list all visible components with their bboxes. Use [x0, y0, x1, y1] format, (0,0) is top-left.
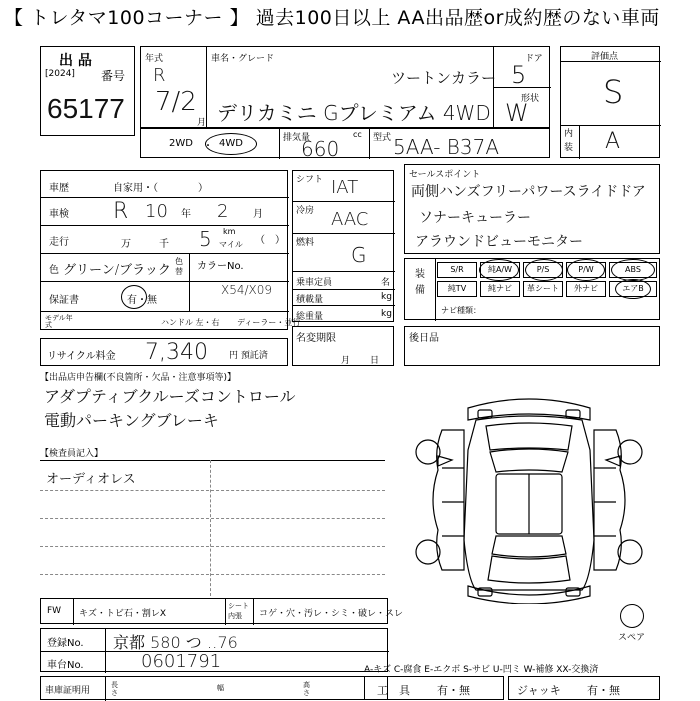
- color-value: グリーン/ブラック: [63, 263, 171, 278]
- afterfit-box: [404, 326, 660, 366]
- equip-ps: P/S: [523, 262, 563, 278]
- score-value: S: [603, 73, 624, 111]
- year-month-suffix: 月: [197, 118, 207, 128]
- equip-pa: 純A/W: [480, 262, 520, 278]
- recycle-label: リサイクル料金: [47, 351, 116, 362]
- fw-text: キズ・トビ石・割レX: [79, 609, 166, 619]
- displacement-value: 660: [301, 137, 340, 161]
- inspection-year: 10: [145, 201, 168, 222]
- displacement-label: 排気量: [283, 133, 311, 143]
- chassis-value: 0601791: [141, 651, 222, 672]
- drive-row: 2WD ・ 4WD 排気量 660 cc 型式 5AA- B37A: [140, 128, 550, 158]
- lot-number: 65177: [47, 93, 125, 124]
- airbag-circle: [615, 279, 651, 299]
- equipment-label: 装備: [415, 269, 425, 296]
- equip-airbag: エアB: [609, 281, 657, 297]
- banner-title: 【 トレタマ100コーナー 】 過去100日以上 AA出品歴or成約歴のない車両: [4, 7, 660, 29]
- recycle-value: 7,340: [145, 340, 208, 365]
- vehicle-info-box: 車歴 自家用・（ ） 車検 R 10 年 2 月 走行 万 千 5 km マイル （ ） 色 グリーン/ブラック 色替 カラーNo. X54/X09 保証書 有・無 モデル年式 ハンドル 左・右 ディーラー・並行: [40, 170, 288, 330]
- recycle-unit: 円 預託済: [229, 351, 268, 361]
- jack-value: 有・無: [587, 684, 620, 697]
- car-name: デリカミニ Gプレミアム 4WD: [217, 101, 491, 125]
- tools-label: 工 具: [377, 684, 410, 697]
- car-name-label: 車名・グレード: [211, 54, 275, 64]
- spare-label: スペア: [618, 633, 646, 643]
- registration-box: [40, 628, 388, 672]
- inspection-month: 2: [217, 201, 229, 222]
- load-unit: kg: [381, 292, 392, 302]
- two-tone-note: ツートンカラー: [391, 69, 497, 87]
- warranty-circle: [121, 285, 147, 309]
- equip-pw: P/W: [566, 262, 606, 278]
- score-label: 評価点: [591, 52, 619, 62]
- year-date: 7/2: [155, 87, 197, 117]
- interior-label: 内装: [564, 129, 574, 153]
- name-change-unit: 月日: [341, 356, 400, 366]
- remarks-line-1: アダプティブクルーズコントロール: [44, 387, 296, 406]
- spare-tire-icon: [620, 604, 644, 628]
- score-box: [560, 46, 660, 158]
- lot-number-box: [40, 46, 135, 136]
- year-label: 年式: [145, 54, 164, 64]
- history-value: 自家用・（ ）: [113, 183, 208, 194]
- mileage-value: 5: [199, 227, 212, 251]
- capacity-label: 乗車定員: [296, 278, 333, 288]
- inspection-era: R: [113, 199, 129, 224]
- ac-value: AAC: [331, 209, 369, 230]
- chassis-label: 車台No.: [47, 660, 84, 671]
- warranty-value: 有・無: [127, 295, 157, 306]
- fuel-label: 燃料: [296, 238, 315, 248]
- cert-long: 長さ: [111, 681, 118, 697]
- dealer-label: ディーラー・並行: [237, 318, 301, 327]
- displacement-unit: cc: [353, 130, 362, 139]
- model-year-label: モデル年式: [45, 314, 73, 329]
- shift-label: シフト: [296, 175, 324, 185]
- interior-value: A: [605, 129, 621, 154]
- abs-circle: [611, 259, 655, 281]
- vehicle-header-box: [140, 46, 550, 128]
- ps-circle: [525, 259, 563, 281]
- lot-number-label: 番号: [101, 69, 126, 83]
- model-label: 型式: [373, 133, 392, 143]
- model-value: 5AA- B37A: [393, 135, 500, 159]
- reg-label: 登録No.: [47, 638, 84, 649]
- equip-sr: S/R: [437, 262, 477, 278]
- navi-type-label: ナビ種類：: [441, 306, 481, 315]
- cert-height: 高さ: [303, 681, 310, 697]
- cert-label: 車庫証明用: [45, 686, 91, 696]
- sales-line-3: アラウンドビューモニター: [415, 234, 583, 250]
- damage-legend: A-キズ C-腐食 E-エクボ S-サビ U-凹ミ W-補修 XX-交換済: [364, 665, 599, 675]
- fw-seat-row: [40, 598, 404, 624]
- afterfit-label: 後日品: [409, 333, 439, 344]
- color-change-label: 色替: [175, 257, 183, 276]
- inspector-note: オーディオレス: [46, 472, 136, 487]
- drive-4wd-circle: [205, 133, 257, 155]
- name-change-box: [292, 326, 400, 366]
- equip-leather: 革シート: [523, 281, 563, 297]
- mileage-sen: 千: [159, 239, 169, 250]
- inspection-year-char: 年: [181, 209, 191, 220]
- mileage-km: km: [223, 227, 236, 236]
- mileage-man: 万: [121, 239, 131, 250]
- remarks-line-2: 電動パーキングブレーキ: [44, 411, 219, 430]
- garage-cert-box: [40, 676, 388, 700]
- spec-box: [292, 170, 394, 322]
- color-code-value: X54/X09: [221, 283, 273, 297]
- jack-label: ジャッキ: [517, 684, 561, 697]
- mileage-label: 走行: [49, 237, 69, 248]
- load-label: 積載量: [296, 295, 324, 305]
- shape-label: 形状: [521, 94, 540, 104]
- recycle-box: [40, 338, 288, 366]
- remarks-area: [40, 370, 388, 444]
- inspector-label: 【検査員記入】: [40, 449, 104, 459]
- equip-navi: 純ナビ: [480, 281, 520, 297]
- inspector-area: [40, 446, 388, 596]
- reg-value: 京都 580 つ ‥76: [113, 633, 238, 652]
- pw-circle: [567, 259, 605, 281]
- jack-box: [508, 676, 660, 700]
- sales-point-label: セールスポイント: [409, 170, 481, 180]
- weight-label: 総重量: [296, 312, 324, 322]
- capacity-unit: 名: [381, 278, 391, 288]
- equip-ext-navi: 外ナビ: [566, 281, 606, 297]
- equip-abs: ABS: [609, 262, 657, 278]
- handle-label: ハンドル 左・右: [161, 318, 220, 327]
- tools-box: [364, 676, 504, 700]
- door-label: ドア: [525, 54, 543, 64]
- ac-label: 冷房: [296, 206, 315, 216]
- fw-label: FW: [47, 606, 62, 616]
- door-value: 5: [511, 61, 527, 89]
- shift-value: IAT: [331, 177, 359, 198]
- drive-2wd: 2WD: [169, 138, 193, 149]
- mileage-mile: マイル: [219, 240, 243, 249]
- fuel-value: G: [351, 243, 367, 267]
- year-era: R: [153, 65, 166, 86]
- sales-point-box: [404, 164, 660, 254]
- shape-value: W: [505, 99, 529, 127]
- sales-line-2: ソナーキューラー: [419, 210, 531, 226]
- seat-text: コゲ・穴・汚レ・シミ・破レ・スレ: [259, 609, 404, 619]
- lot-year-tag: [2024]: [45, 69, 75, 79]
- equipment-box: [404, 258, 660, 320]
- warranty-label: 保証書: [49, 295, 79, 306]
- lot-label: 出 品: [59, 53, 92, 69]
- color-code-label: カラーNo.: [197, 261, 244, 272]
- history-label: 車歴: [49, 183, 69, 194]
- remarks-label: 【出品店申告欄(不良箇所・欠品・注意事項等)】: [40, 373, 237, 383]
- weight-unit: kg: [381, 309, 392, 319]
- inspection-label: 車検: [49, 209, 69, 220]
- tools-value: 有・無: [437, 684, 470, 697]
- seat-label: シート内張: [228, 602, 249, 620]
- pa-circle: [479, 259, 519, 281]
- cert-width: 幅: [217, 684, 224, 692]
- equip-tv: 純TV: [437, 281, 477, 297]
- sales-line-1: 両側ハンズフリーパワースライドドア: [411, 184, 646, 200]
- name-change-label: 名変期限: [296, 333, 336, 344]
- color-label: 色: [49, 265, 59, 276]
- drive-4wd: 4WD: [219, 138, 243, 149]
- car-damage-diagram: [398, 390, 660, 604]
- inspection-month-char: 月: [253, 209, 263, 220]
